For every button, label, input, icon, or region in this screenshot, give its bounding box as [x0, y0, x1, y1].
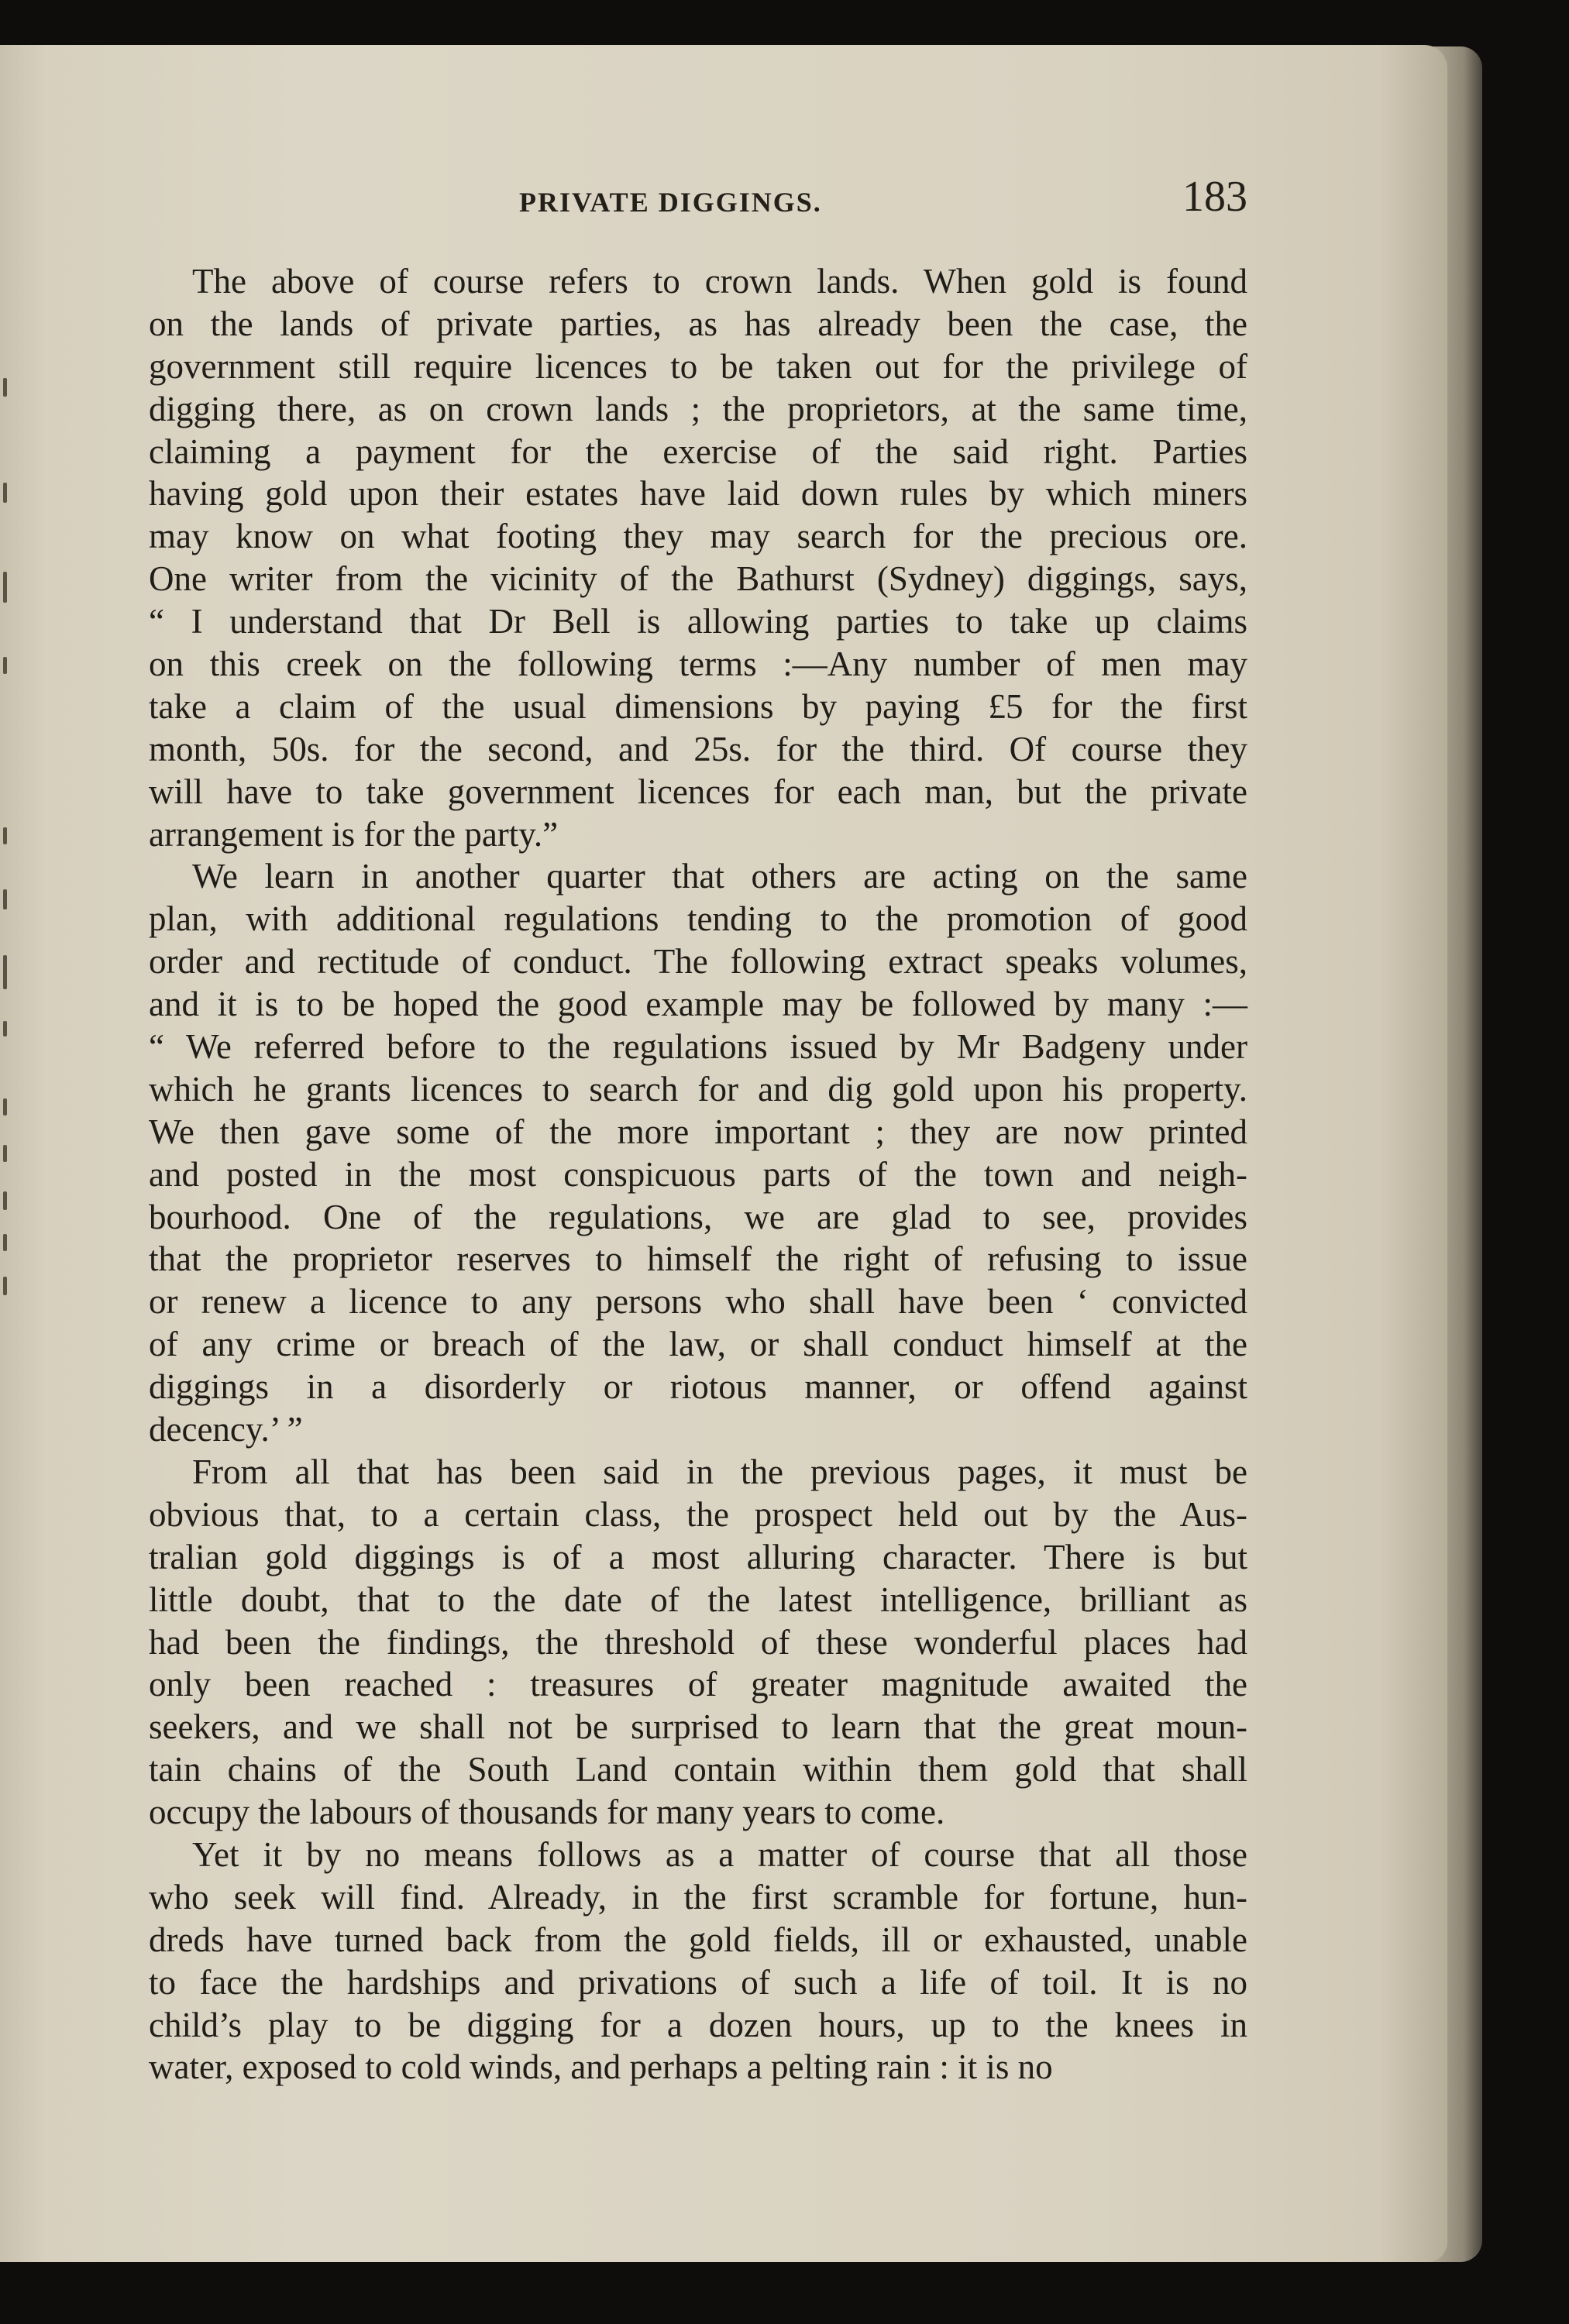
text-line: dreds have turned back from the gold fields, ill or exhausted, unable: [149, 1920, 1247, 1959]
paragraph: [149, 260, 1247, 855]
text-line: to face the hardships and privations of such a life of toil. It is no: [149, 1962, 1247, 2002]
text-line: obvious that, to a certain class, the prospect held out by the Aus-: [149, 1494, 1247, 1534]
text-line: child’s play to be digging for a dozen hours, up to the knees in: [149, 2005, 1247, 2044]
text-line: or renew a licence to any persons who shall have been ‘ convicted: [149, 1282, 1247, 1322]
text-line: One writer from the vicinity of the Bathurst (Sydney) diggings, says,: [149, 559, 1247, 599]
gutter-mark: [3, 1234, 7, 1251]
text-line: bourhood. One of the regulations, we are glad to see, provides: [149, 1197, 1247, 1236]
text-line: only been reached : treasures of greater magnitude awaited the: [149, 1665, 1247, 1704]
text-line: had been the findings, the threshold of these wonderful places had: [149, 1622, 1247, 1662]
gutter-mark: [3, 827, 7, 844]
running-head: [149, 172, 1247, 226]
text-line: and posted in the most conspicuous parts of the town and neigh-: [149, 1154, 1247, 1194]
text-line: may know on what footing they may search for the precious ore.: [149, 517, 1247, 556]
running-title: PRIVATE DIGGINGS.: [519, 187, 822, 218]
text-line: occupy the labours of thousands for many years to come.: [149, 1793, 945, 1832]
text-line: We then gave some of the more important ; they are now printed: [149, 1112, 1247, 1151]
text-line: and it is to be hoped the good example may be followed by many :—: [149, 985, 1247, 1024]
text-line: tain chains of the South Land contain within them gold that shall: [149, 1750, 1247, 1789]
text-line: We learn in another quarter that others are acting on the same: [192, 857, 1247, 896]
text-line: order and rectitude of conduct. The following extract speaks volumes,: [149, 942, 1247, 982]
gutter-mark: [3, 378, 7, 397]
gutter-mark: [3, 572, 7, 603]
text-line: Yet it by no means follows as a matter of course that all those: [192, 1834, 1247, 1874]
gutter-mark: [3, 889, 7, 909]
paragraph: [149, 1451, 1247, 1834]
text-line: plan, with additional regulations tending to the promotion of good: [149, 899, 1247, 939]
text-line: having gold upon their estates have laid down rules by which miners: [149, 474, 1247, 514]
text-line: “ I understand that Dr Bell is allowing parties to take up claims: [149, 602, 1247, 641]
text-line: on the lands of private parties, as has already been the case, the: [149, 304, 1247, 343]
text-line: government still require licences to be taken out for the privilege of: [149, 346, 1247, 386]
text-line: diggings in a disorderly or riotous manner, or offend against: [149, 1367, 1247, 1407]
gutter-mark: [3, 955, 7, 989]
text-line: water, exposed to cold winds, and perhaps a pelting rain : it is no: [149, 2047, 1053, 2087]
gutter-mark: [3, 1021, 7, 1037]
text-line: arrangement is for the party.”: [149, 814, 559, 854]
page-number: 183: [1182, 173, 1247, 221]
text-line: From all that has been said in the previous pages, it must be: [192, 1452, 1247, 1491]
text-line: that the proprietor reserves to himself the right of refusing to issue: [149, 1239, 1247, 1279]
text-line: little doubt, that to the date of the latest intelligence, brilliant as: [149, 1580, 1247, 1619]
text-line: “ We referred before to the regulations issued by Mr Badgeny under: [149, 1027, 1247, 1067]
gutter-mark: [3, 1145, 7, 1162]
text-line: who seek will find. Already, in the first scramble for fortune, hun-: [149, 1877, 1247, 1917]
text-line: on this creek on the following terms :—Any number of men may: [149, 645, 1247, 684]
gutter-mark: [3, 1277, 7, 1295]
gutter-mark: [3, 1191, 7, 1210]
text-line: seekers, and we shall not be surprised to learn that the great moun-: [149, 1707, 1247, 1747]
text-line: claiming a payment for the exercise of the said right. Parties: [149, 431, 1247, 471]
text-line: digging there, as on crown lands ; the proprietors, at the same time,: [149, 389, 1247, 428]
text-line: take a claim of the usual dimensions by paying £5 for the first: [149, 686, 1247, 726]
paragraph: [149, 855, 1247, 1450]
text-line: which he grants licences to search for and dig gold upon his property.: [149, 1069, 1247, 1109]
text-line: tralian gold diggings is of a most alluring character. There is but: [149, 1537, 1247, 1576]
paragraph: [149, 1834, 1247, 2089]
text-line: will have to take government licences for each man, but the private: [149, 772, 1247, 811]
text-line: The above of course refers to crown lands. When gold is found: [192, 262, 1247, 301]
text-line: decency.’ ”: [149, 1410, 303, 1449]
text-line: of any crime or breach of the law, or shall conduct himself at the: [149, 1325, 1247, 1364]
gutter-mark: [3, 657, 7, 674]
text-line: month, 50s. for the second, and 25s. for the third. Of course they: [149, 729, 1247, 768]
gutter-mark: [3, 1098, 7, 1116]
gutter-mark: [3, 483, 7, 503]
body-text: [149, 260, 1247, 2089]
